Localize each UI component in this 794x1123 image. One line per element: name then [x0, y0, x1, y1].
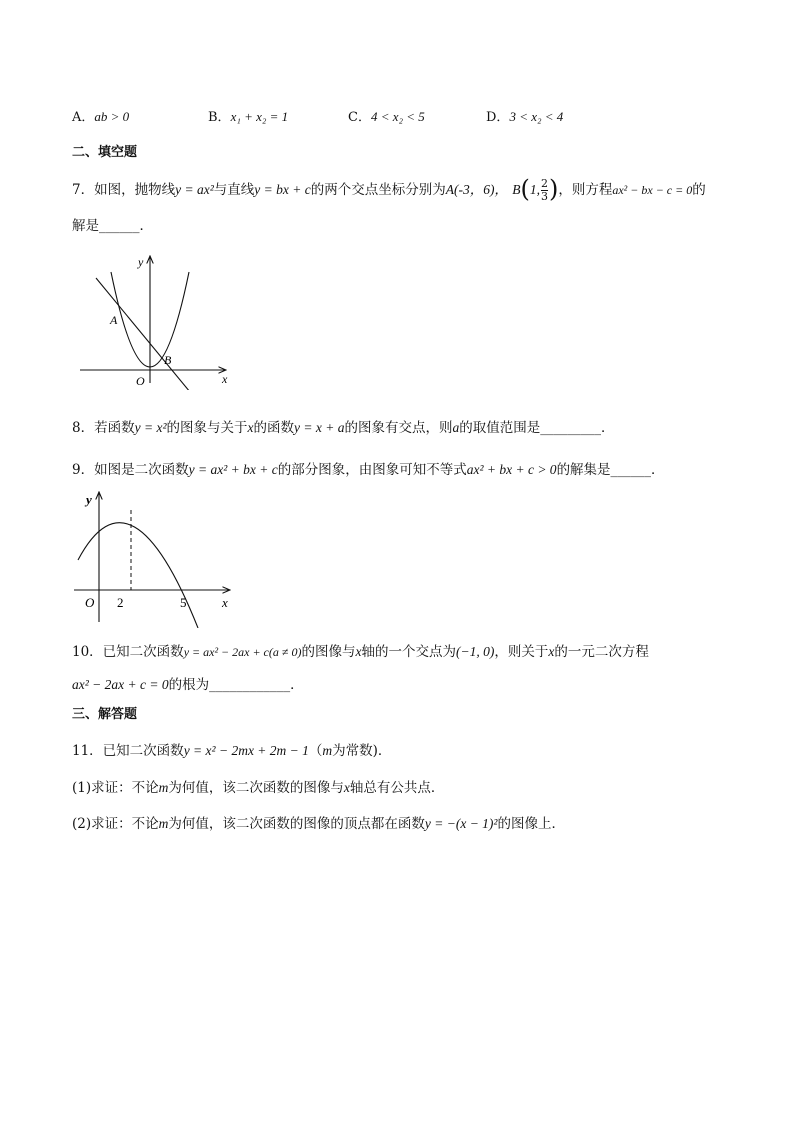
question-11-part-2: (2)求证：不论m为何值，该二次函数的图像的顶点都在函数y = −(x − 1)²的图像上．	[72, 816, 565, 832]
fig7-y-label: y	[138, 255, 144, 269]
question-7-line-1: 7．如图，抛物线y = ax²与直线y = bx + c的两个交点坐标分别为A(-3，6)， B(1, $\frac{2}{3}$ )，则方程ax² − bx − c = 0的	[72, 175, 706, 203]
option-d: D．3 < x₂ < 4	[486, 109, 564, 125]
option-c: C．4 < x₂ < 5	[348, 109, 425, 125]
option-a: A．ab > 0	[72, 109, 130, 125]
fig7-origin: O	[136, 374, 145, 388]
question-8: 8．若函数y = x²的图象与关于x的函数y = x + a的图象有交点，则a的取值范围是_________．	[72, 420, 615, 436]
fig7-x-label: x	[222, 372, 228, 386]
fraction-two-thirds: $\frac{2}{3}$	[540, 177, 548, 203]
fig9-tick-2: 2	[117, 595, 124, 610]
fig9-y-label: y	[86, 492, 92, 507]
fig9-origin: O	[85, 595, 95, 610]
question-11-part-1: (1)求证：不论m为何值，该二次函数的图像与x轴总有公共点．	[72, 780, 445, 796]
parabola-curve	[78, 523, 198, 628]
fig9-tick-5: 5	[180, 595, 187, 610]
option-b: B．x₁ + x₂ = 1	[208, 109, 289, 125]
section-title-fill-in: 二、填空题	[72, 145, 138, 160]
q7-figure	[72, 250, 237, 390]
fig7-point-b: B	[164, 353, 172, 367]
question-7-line-2: 解是______．	[72, 218, 153, 234]
fig7-point-a: A	[110, 313, 118, 327]
question-10-line-2: ax² − 2ax + c = 0的根为____________．	[72, 677, 304, 693]
question-10-line-1: 10．已知二次函数y = ax² − 2ax + c(a ≠ 0)的图像与x轴的一个交点为(−1, 0)，则关于x的一元二次方程	[72, 644, 649, 660]
question-9: 9．如图是二次函数y = ax² + bx + c的部分图象，由图象可知不等式ax² + bx + c > 0的解集是______．	[72, 462, 665, 478]
fig9-x-label: x	[222, 595, 228, 610]
section-title-answer: 三、解答题	[72, 707, 138, 722]
q9-figure	[72, 488, 237, 628]
question-11: 11．已知二次函数y = x² − 2mx + 2m − 1（m为常数)．	[72, 743, 392, 759]
